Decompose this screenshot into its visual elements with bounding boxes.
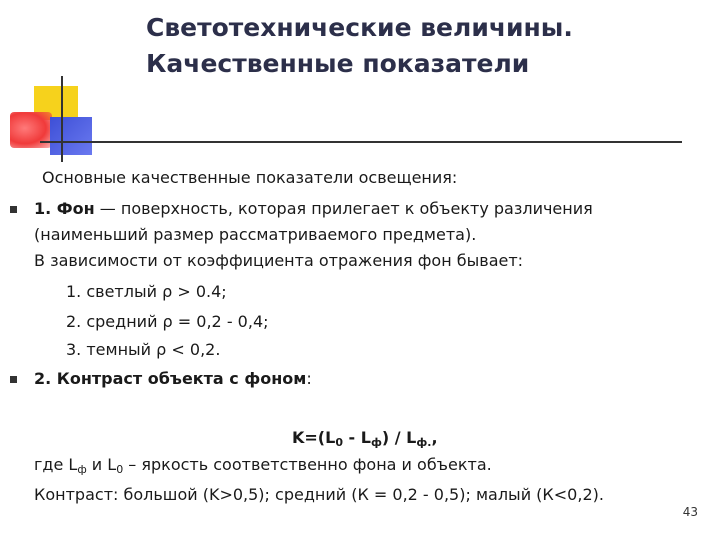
title-line-2: Качественные показатели xyxy=(146,49,530,78)
formula-sub: 0 xyxy=(335,436,343,449)
decor-blue-square xyxy=(50,117,92,155)
contrast-formula xyxy=(292,425,438,451)
page-number: 43 xyxy=(682,505,698,519)
formula-part: , xyxy=(431,428,438,447)
title-line-1: Светотехнические величины. xyxy=(146,13,573,42)
decor-vertical-line xyxy=(61,76,63,162)
item1-sub2: 2. средний ρ = 0,2 - 0,4; xyxy=(66,312,269,331)
item1-text: — поверхность, которая прилегает к объекту различения xyxy=(94,199,593,218)
where-part: и L xyxy=(86,455,117,474)
formula-sub: ф. xyxy=(416,436,432,449)
slide-title xyxy=(146,10,573,82)
where-part: – яркость соответственно фона и объекта. xyxy=(123,455,492,474)
item1-line2: (наименьший размер рассматриваемого предмета). xyxy=(34,225,477,244)
where-part: где L xyxy=(34,455,78,474)
item2-tail: : xyxy=(306,369,312,388)
bullet-marker xyxy=(10,206,17,213)
contrast-levels-line: Контраст: большой (K>0,5); средний (К = 0,2 - 0,5); малый (К<0,2). xyxy=(34,485,604,504)
bullet-marker xyxy=(10,376,17,383)
intro-text: Основные качественные показатели освещения: xyxy=(42,168,458,187)
item2-line xyxy=(34,366,312,392)
item1-line3: В зависимости от коэффициента отражения фон бывает: xyxy=(34,251,524,270)
formula-part: - L xyxy=(342,428,371,447)
formula-part: K=(L xyxy=(292,428,336,447)
item1-sub3: 3. темный ρ < 0,2. xyxy=(66,340,221,359)
where-sub: 0 xyxy=(116,463,124,476)
item1-sub1: 1. светлый ρ > 0.4; xyxy=(66,282,227,301)
item1-line1 xyxy=(34,196,593,222)
title-divider-line xyxy=(40,141,682,143)
item2-head: 2. Контраст объекта с фоном xyxy=(34,369,307,388)
formula-part: ) / L xyxy=(381,428,417,447)
item1-head: 1. Фон xyxy=(34,199,95,218)
where-sub: ф xyxy=(77,463,87,476)
where-line xyxy=(34,452,492,478)
formula-sub: ф xyxy=(370,436,382,449)
